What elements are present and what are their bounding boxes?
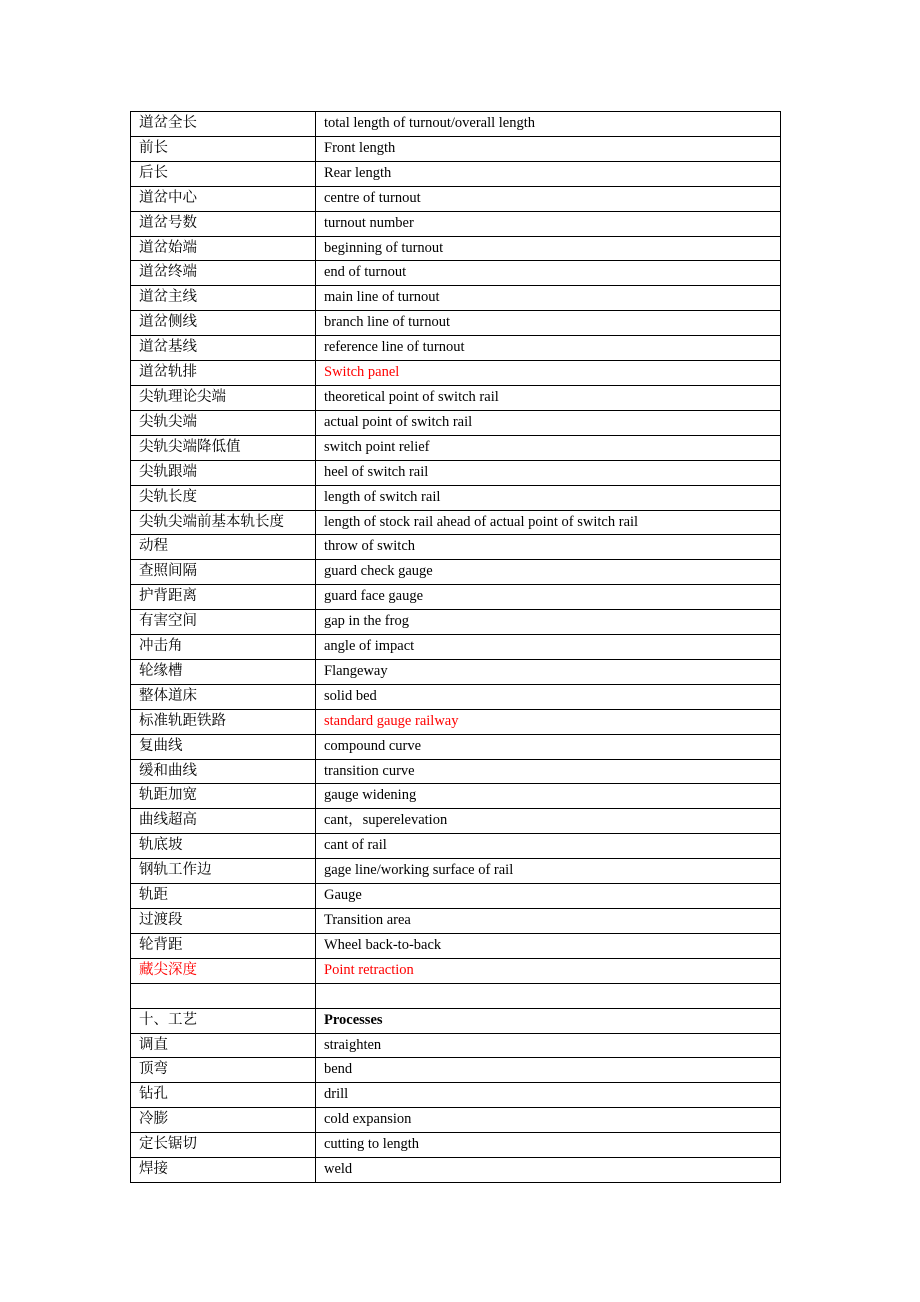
table-row: [131, 311, 781, 336]
term-english: gage line/working surface of rail: [316, 859, 781, 884]
term-english: beginning of turnout: [316, 236, 781, 261]
term-chinese: 道岔基线: [131, 336, 316, 361]
table-row: [131, 286, 781, 311]
table-row: [131, 659, 781, 684]
term-english: drill: [316, 1083, 781, 1108]
term-chinese: 轮背距: [131, 933, 316, 958]
table-row: [131, 1158, 781, 1183]
table-row: [131, 112, 781, 137]
term-chinese: 道岔轨排: [131, 361, 316, 386]
term-english: main line of turnout: [316, 286, 781, 311]
term-english-highlighted: standard gauge railway: [316, 709, 781, 734]
term-english: Transition area: [316, 909, 781, 934]
term-english-highlighted: Switch panel: [316, 361, 781, 386]
table-row: [131, 136, 781, 161]
term-chinese: 焊接: [131, 1158, 316, 1183]
term-chinese: 尖轨尖端前基本轨长度: [131, 510, 316, 535]
term-chinese: 尖轨长度: [131, 485, 316, 510]
term-english: weld: [316, 1158, 781, 1183]
term-chinese: 轨底坡: [131, 834, 316, 859]
term-chinese: 冷膨: [131, 1108, 316, 1133]
term-chinese: 顶弯: [131, 1058, 316, 1083]
term-english: straighten: [316, 1033, 781, 1058]
table-row: [131, 510, 781, 535]
term-chinese: 道岔全长: [131, 112, 316, 137]
term-english: total length of turnout/overall length: [316, 112, 781, 137]
empty-cell: [131, 983, 316, 1008]
table-row: [131, 1083, 781, 1108]
term-english: transition curve: [316, 759, 781, 784]
table-row: [131, 410, 781, 435]
term-chinese: 曲线超高: [131, 809, 316, 834]
term-english: throw of switch: [316, 535, 781, 560]
table-row: [131, 859, 781, 884]
term-chinese: 冲击角: [131, 635, 316, 660]
term-english: cant，superelevation: [316, 809, 781, 834]
term-chinese: 标准轨距铁路: [131, 709, 316, 734]
table-row: [131, 784, 781, 809]
term-english: Front length: [316, 136, 781, 161]
term-english: reference line of turnout: [316, 336, 781, 361]
term-chinese: 复曲线: [131, 734, 316, 759]
term-chinese: 钻孔: [131, 1083, 316, 1108]
term-chinese: 轨距: [131, 884, 316, 909]
table-row: [131, 361, 781, 386]
term-english: switch point relief: [316, 435, 781, 460]
term-chinese: 查照间隔: [131, 560, 316, 585]
term-english: heel of switch rail: [316, 460, 781, 485]
table-row: [131, 585, 781, 610]
term-chinese: 道岔侧线: [131, 311, 316, 336]
term-english: theoretical point of switch rail: [316, 385, 781, 410]
term-english: guard check gauge: [316, 560, 781, 585]
table-row-empty: [131, 983, 781, 1008]
term-english: cutting to length: [316, 1133, 781, 1158]
term-chinese: 调直: [131, 1033, 316, 1058]
term-chinese: 道岔号数: [131, 211, 316, 236]
term-english: cold expansion: [316, 1108, 781, 1133]
table-row: [131, 336, 781, 361]
term-english: actual point of switch rail: [316, 410, 781, 435]
section-heading-english: Processes: [316, 1008, 781, 1033]
term-english: Flangeway: [316, 659, 781, 684]
term-chinese: 动程: [131, 535, 316, 560]
term-chinese: 道岔终端: [131, 261, 316, 286]
term-chinese: 前长: [131, 136, 316, 161]
table-row: [131, 884, 781, 909]
term-english: turnout number: [316, 211, 781, 236]
term-chinese: 尖轨跟端: [131, 460, 316, 485]
term-chinese: 有害空间: [131, 610, 316, 635]
term-chinese: 道岔始端: [131, 236, 316, 261]
term-english: angle of impact: [316, 635, 781, 660]
term-chinese: 道岔中心: [131, 186, 316, 211]
term-english: cant of rail: [316, 834, 781, 859]
term-chinese: 尖轨尖端: [131, 410, 316, 435]
table-row: [131, 236, 781, 261]
table-row: [131, 1108, 781, 1133]
term-english: length of switch rail: [316, 485, 781, 510]
table-row: [131, 560, 781, 585]
term-english: gap in the frog: [316, 610, 781, 635]
table-row: [131, 186, 781, 211]
table-row: [131, 261, 781, 286]
table-row: [131, 909, 781, 934]
term-english: Rear length: [316, 161, 781, 186]
section-heading-row: [131, 1008, 781, 1033]
table-row: [131, 635, 781, 660]
term-chinese-highlighted: 藏尖深度: [131, 958, 316, 983]
table-row: [131, 610, 781, 635]
term-english-highlighted: Point retraction: [316, 958, 781, 983]
table-row: [131, 1133, 781, 1158]
glossary-table: [130, 111, 781, 1183]
table-row: [131, 709, 781, 734]
table-row: [131, 809, 781, 834]
table-row: [131, 1058, 781, 1083]
term-english: solid bed: [316, 684, 781, 709]
table-row: [131, 734, 781, 759]
empty-cell: [316, 983, 781, 1008]
term-english: Gauge: [316, 884, 781, 909]
table-row: [131, 684, 781, 709]
term-chinese: 整体道床: [131, 684, 316, 709]
table-row: [131, 385, 781, 410]
term-english: length of stock rail ahead of actual point of switch rail: [316, 510, 781, 535]
table-row: [131, 759, 781, 784]
table-row: [131, 933, 781, 958]
term-english: compound curve: [316, 734, 781, 759]
term-chinese: 尖轨尖端降低值: [131, 435, 316, 460]
term-chinese: 后长: [131, 161, 316, 186]
term-chinese: 轨距加宽: [131, 784, 316, 809]
table-row: [131, 535, 781, 560]
term-english: centre of turnout: [316, 186, 781, 211]
term-english: end of turnout: [316, 261, 781, 286]
term-english: gauge widening: [316, 784, 781, 809]
term-english: bend: [316, 1058, 781, 1083]
term-chinese: 护背距离: [131, 585, 316, 610]
table-row: [131, 435, 781, 460]
table-row: [131, 460, 781, 485]
table-row: [131, 485, 781, 510]
table-row: [131, 211, 781, 236]
table-row: [131, 1033, 781, 1058]
term-chinese: 道岔主线: [131, 286, 316, 311]
term-english: Wheel back-to-back: [316, 933, 781, 958]
table-row: [131, 834, 781, 859]
term-chinese: 定长锯切: [131, 1133, 316, 1158]
term-chinese: 尖轨理论尖端: [131, 385, 316, 410]
term-chinese: 钢轨工作边: [131, 859, 316, 884]
term-chinese: 轮缘槽: [131, 659, 316, 684]
term-english: branch line of turnout: [316, 311, 781, 336]
term-chinese: 缓和曲线: [131, 759, 316, 784]
table-row: [131, 161, 781, 186]
term-chinese: 过渡段: [131, 909, 316, 934]
section-heading-chinese: 十、工艺: [131, 1008, 316, 1033]
table-row: [131, 958, 781, 983]
term-english: guard face gauge: [316, 585, 781, 610]
